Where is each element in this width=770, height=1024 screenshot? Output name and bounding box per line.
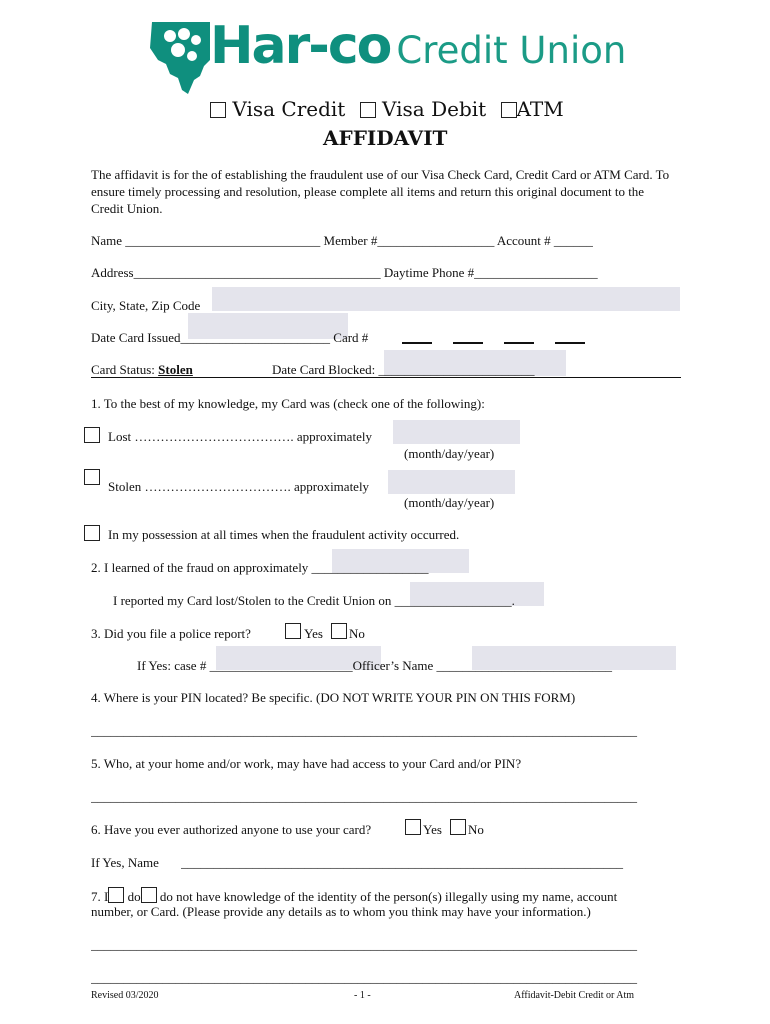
- card-number-segment[interactable]: [402, 342, 432, 344]
- q2-reported: I reported my Card lost/Stolen to the Credit Union on __________________.: [113, 593, 515, 608]
- q7-rest: do not have knowledge of the identity of the person(s) illegally using my name, account: [159, 889, 618, 904]
- police-report-no-checkbox[interactable]: [331, 623, 347, 639]
- q3-if-yes-row: If Yes: case # ______________________Officer’s Name ___________________________: [137, 658, 613, 673]
- footer-revised: Revised 03/2020: [91, 990, 159, 1001]
- visa-debit-checkbox[interactable]: [360, 102, 376, 118]
- q7-answer-line-1[interactable]: ____________________________________________________________________________________: [91, 937, 637, 952]
- q4-answer-line[interactable]: ____________________________________________________________________________________: [91, 723, 637, 738]
- authorized-no-checkbox[interactable]: [450, 819, 466, 835]
- q7-do-label: do: [127, 889, 141, 904]
- police-report-yes-label: Yes: [304, 626, 323, 641]
- footer-doc-name: Affidavit-Debit Credit or Atm: [514, 990, 635, 1001]
- police-report-no-label: No: [349, 626, 365, 641]
- name-member-account-row[interactable]: Name ______________________________ Member #__________________ Account # ______: [91, 233, 593, 248]
- city-state-zip-input[interactable]: [212, 287, 680, 311]
- card-number-segment[interactable]: [504, 342, 534, 344]
- stolen-label: Stolen ……………………………. approximately: [108, 479, 370, 494]
- card-number-segment[interactable]: [453, 342, 483, 344]
- q7-line1: [91, 887, 617, 905]
- section-divider: [91, 377, 681, 378]
- q7-line2: number, or Card. (Please provide any details as to whom you think may have your information.): [91, 904, 591, 919]
- city-state-zip-label: City, State, Zip Code: [91, 298, 201, 313]
- page-title: AFFIDAVIT: [323, 126, 448, 150]
- visa-credit-checkbox[interactable]: [210, 102, 226, 118]
- card-status-value[interactable]: Stolen: [158, 362, 193, 377]
- authorized-yes-label: Yes: [423, 822, 442, 837]
- atm-label: ATM: [516, 97, 564, 121]
- card-type-options: [210, 97, 564, 121]
- address-phone-row[interactable]: Address______________________________________ Daytime Phone #___________________: [91, 265, 598, 280]
- card-number-segment[interactable]: [555, 342, 585, 344]
- logo-main-text: Har-co: [210, 16, 391, 76]
- q6-if-yes-label: If Yes, Name: [91, 855, 159, 870]
- visa-debit-label: Visa Debit: [382, 97, 487, 121]
- logo-wordmark: [210, 16, 626, 76]
- q7-prefix: 7. I: [91, 889, 109, 904]
- q4-question: 4. Where is your PIN located? Be specific. (DO NOT WRITE YOUR PIN ON THIS FORM): [91, 690, 576, 705]
- q2-learned: 2. I learned of the fraud on approximately __________________: [91, 560, 429, 575]
- date-card-issued-row: Date Card Issued_______________________ Card #: [91, 330, 369, 345]
- visa-credit-label: Visa Credit: [232, 97, 346, 121]
- possession-label: In my possession at all times when the fraudulent activity occurred.: [108, 527, 460, 542]
- q7-answer-line-2[interactable]: ____________________________________________________________________________________: [91, 970, 637, 985]
- q5-question: 5. Who, at your home and/or work, may have had access to your Card and/or PIN?: [91, 756, 522, 771]
- q7-do-checkbox[interactable]: [108, 887, 124, 903]
- footer-page-number: - 1 -: [354, 990, 371, 1001]
- authorized-yes-checkbox[interactable]: [405, 819, 421, 835]
- q1-question: 1. To the best of my knowledge, my Card was (check one of the following):: [91, 396, 485, 411]
- stolen-checkbox[interactable]: [84, 469, 100, 485]
- intro-paragraph: The affidavit is for the of establishing the fraudulent use of our Visa Check Card, Credit Card or ATM Card. To ensure timely processing and resolution, please complete all items and return this original document to the Credit Union.: [91, 167, 670, 216]
- lost-label: Lost ………………………………. approximately: [108, 429, 372, 444]
- lost-date-input[interactable]: [393, 420, 520, 444]
- logo-sub-text: Credit Union: [396, 29, 627, 72]
- q7-do-not-checkbox[interactable]: [141, 887, 157, 903]
- card-status-row: [91, 362, 193, 378]
- logo-map-icon: [148, 20, 214, 96]
- stolen-date-input[interactable]: [388, 470, 515, 494]
- authorized-no-label: No: [468, 822, 484, 837]
- lost-checkbox[interactable]: [84, 427, 100, 443]
- q6-if-yes-line[interactable]: ____________________________________________________________________: [181, 855, 623, 870]
- atm-checkbox[interactable]: [501, 102, 517, 118]
- q3-question: 3. Did you file a police report?: [91, 626, 251, 641]
- q6-question: 6. Have you ever authorized anyone to use your card?: [91, 822, 372, 837]
- date-card-blocked-row: Date Card Blocked: ________________________: [272, 362, 535, 377]
- stolen-date-hint: (month/day/year): [404, 495, 495, 510]
- possession-checkbox[interactable]: [84, 525, 100, 541]
- police-report-yes-checkbox[interactable]: [285, 623, 301, 639]
- logo: [148, 20, 214, 96]
- q5-answer-line[interactable]: ____________________________________________________________________________________: [91, 789, 637, 804]
- card-status-label: Card Status:: [91, 362, 155, 377]
- lost-date-hint: (month/day/year): [404, 446, 495, 461]
